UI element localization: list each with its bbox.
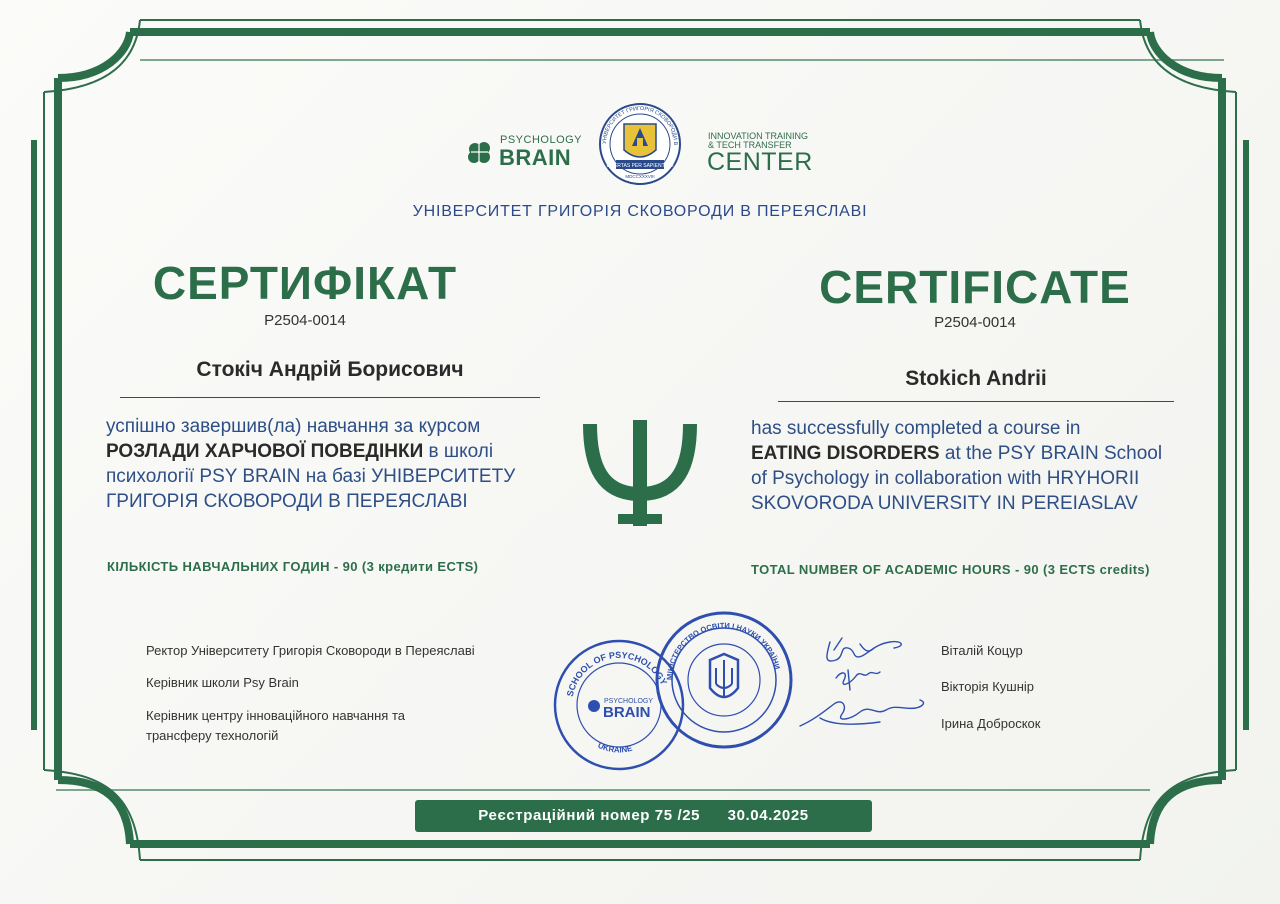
name-underline-ua — [120, 397, 540, 398]
completion-line1-ua: успішно завершив(ла) навчання за курсом — [106, 416, 481, 437]
university-seal — [596, 98, 684, 192]
completion-line4-en: SKOVORODA UNIVERSITY IN PEREIASLAV — [751, 493, 1138, 514]
ministry-stamp-text: МІНІСТЕРСТВО ОСВІТИ І НАУКИ УКРАЇНИ — [664, 620, 782, 681]
psi-emblem — [580, 416, 700, 528]
logo-brain-text: BRAIN — [499, 145, 572, 170]
stamp-school-top-text: SCHOOL OF PSYCHOLOGY — [564, 649, 670, 698]
role-center-head-line2: трансферу технологій — [146, 728, 279, 743]
reg-number-ua: P2504-0014 — [264, 312, 346, 329]
logo-innovation-line1: INNOVATION TRAINING — [708, 131, 809, 141]
innovation-center-logo — [706, 131, 826, 175]
completion-line2-rest-ua: в школі — [423, 441, 494, 462]
stamp-brand-top: PSYCHOLOGY — [604, 698, 654, 705]
seal-ring-text: УНІВЕРСИТЕТ ГРИГОРІЯ СКОВОРОДИ В — [601, 105, 679, 146]
course-name-ua: РОЗЛАДИ ХАРЧОВОЇ ПОВЕДІНКИ — [106, 441, 424, 462]
registration-bar — [415, 800, 872, 832]
completion-line1-en: has successfully completed a course in — [751, 418, 1081, 439]
stamp-brand-text: BRAIN — [603, 704, 651, 721]
completion-line3-ua: психології PSY BRAIN на базі УНІВЕРСИТЕТУ — [106, 466, 516, 487]
recipient-name-ua: Стокіч Андрій Борисович — [196, 358, 464, 381]
recipient-name-en: Stokich Andrii — [905, 367, 1047, 390]
logo-innovation-line2: & TECH TRANSFER — [708, 140, 792, 150]
completion-line2-rest-en: at the PSY BRAIN School — [939, 443, 1163, 464]
seal-motto: LIBERTAS PER SAPIENTIAM — [606, 163, 674, 169]
brain-icon — [466, 140, 494, 166]
svg-text:UKRAINE — [596, 741, 633, 755]
title-ua: СЕРТИФІКАТ — [152, 257, 458, 309]
seal-year: MDCCXXXVIII — [625, 174, 655, 179]
course-name-en: EATING DISORDERS — [751, 443, 940, 464]
ministry-stamp — [652, 608, 796, 752]
registration-date: 30.04.2025 — [727, 807, 809, 824]
psi-glyph: Ψ — [580, 416, 581, 417]
signatory-school-head: Вікторія Кушнір — [941, 679, 1034, 694]
completion-line3-en: of Psychology in collaboration with HRYHORII — [751, 468, 1140, 489]
psy-brain-logo — [466, 134, 583, 174]
hours-en: TOTAL NUMBER OF ACADEMIC HOURS - 90 (3 ECTS credits) — [751, 562, 1150, 577]
hours-ua: КІЛЬКІСТЬ НАВЧАЛЬНИХ ГОДИН - 90 (3 кредити ECTS) — [107, 559, 479, 574]
role-school-head: Керівник школи Psy Brain — [146, 675, 299, 690]
signatory-rector: Віталій Коцур — [941, 643, 1023, 658]
logo-psychology-text: PSYCHOLOGY — [500, 134, 583, 146]
university-title: УНІВЕРСИТЕТ ГРИГОРІЯ СКОВОРОДИ В ПЕРЕЯСЛАВІ — [412, 203, 868, 220]
handwritten-signatures — [790, 630, 930, 740]
registration-number: Реєстраційний номер 75 /25 — [478, 807, 701, 824]
role-center-head-line1: Керівник центру інноваційного навчання та — [146, 708, 405, 723]
completion-line2-ua — [106, 439, 576, 464]
completion-text-en — [751, 416, 1221, 516]
signatory-center-head: Ірина Доброскок — [941, 716, 1041, 731]
reg-number-en: P2504-0014 — [934, 314, 1016, 331]
completion-line4-ua: ГРИГОРІЯ СКОВОРОДИ В ПЕРЕЯСЛАВІ — [106, 491, 468, 512]
name-underline-en — [778, 401, 1174, 402]
completion-text-ua — [106, 414, 576, 514]
role-rector: Ректор Університету Григорія Сковороди в Переяславі — [146, 643, 475, 658]
stamp-school-bottom-text: UKRAINE — [596, 740, 634, 755]
completion-line2-en — [751, 441, 1221, 466]
logo-center-text: CENTER — [707, 148, 813, 176]
title-en: CERTIFICATE — [819, 261, 1131, 313]
